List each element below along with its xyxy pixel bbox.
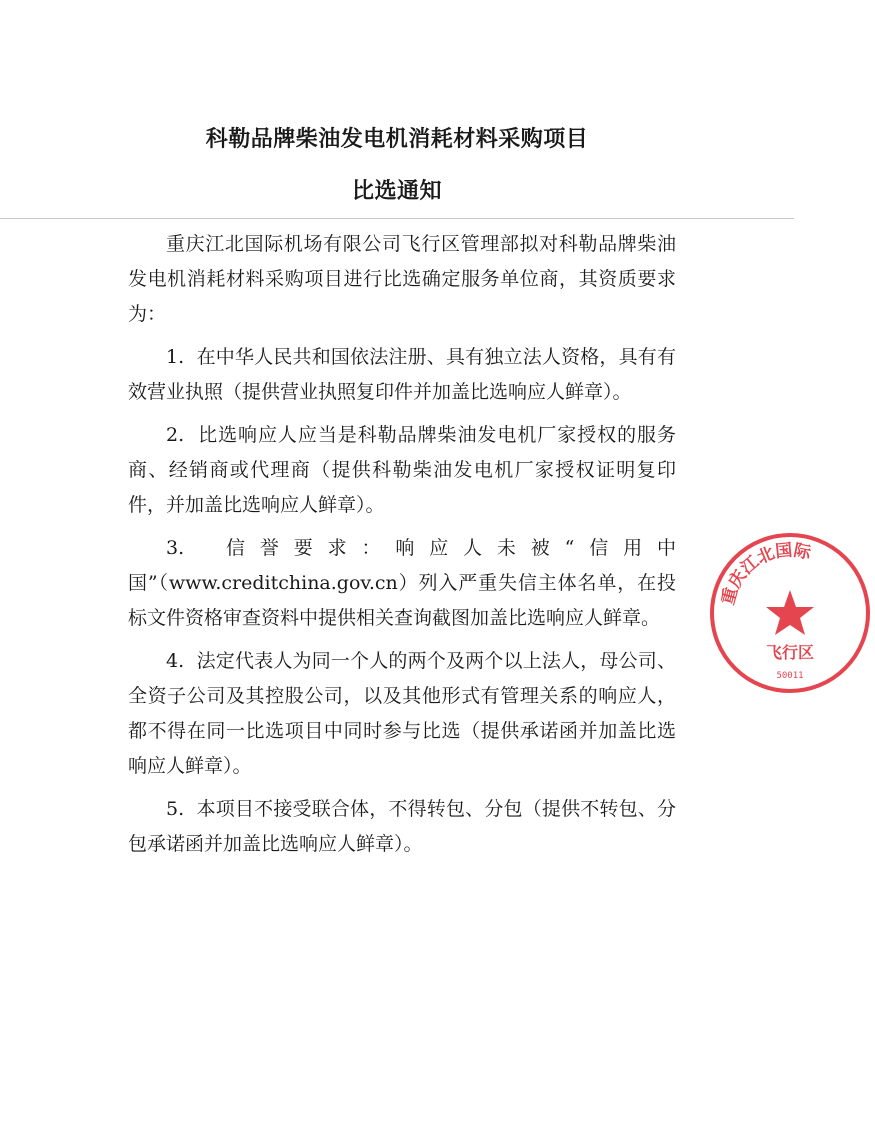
requirement-number: 1.	[166, 346, 185, 368]
requirement-text: 本项目不接受联合体，不得转包、分包（提供不转包、分包承诺函并加盖比选响应人鲜章）。	[128, 798, 676, 855]
svg-text:重庆江北国际	[717, 541, 813, 608]
requirement-item-1	[128, 340, 676, 410]
title-divider	[0, 218, 794, 219]
requirement-number: 5.	[166, 798, 185, 820]
requirement-item-5	[128, 792, 676, 862]
requirement-text: 信誉要求：响应人未被“信用中国”（www.creditchina.gov.cn）列入严重失信主体名单，在投标文件资格审查资料中提供相关查询截图加盖比选响应人鲜章。	[128, 537, 676, 629]
requirement-number: 4.	[166, 650, 185, 672]
requirement-number: 2.	[166, 424, 185, 446]
document-title: 科勒品牌柴油发电机消耗材料采购项目	[205, 127, 589, 152]
document-subtitle: 比选通知	[351, 179, 442, 204]
official-seal-stamp	[705, 528, 875, 698]
seal-text: 重庆江北国际	[718, 540, 813, 608]
seal-star-icon	[766, 590, 814, 635]
requirement-item-3	[128, 531, 676, 636]
requirement-text: 法定代表人为同一个人的两个及两个以上法人，母公司、全资子公司及其控股公司，以及其他形式有管理关系的响应人，都不得在同一比选项目中同时参与比选（提供承诺函并加盖比选响应人鲜章）。	[128, 650, 676, 777]
seal-number: 50011	[776, 671, 804, 681]
requirement-number: 3.	[166, 537, 185, 559]
requirement-item-4	[128, 644, 676, 784]
requirement-item-2	[128, 418, 676, 523]
intro-paragraph: 重庆江北国际机场有限公司飞行区管理部拟对科勒品牌柴油发电机消耗材料采购项目进行比选确定服务单位商，其资质要求为：	[128, 233, 676, 325]
requirement-text: 在中华人民共和国依法注册、具有独立法人资格，具有有效营业执照（提供营业执照复印件并加盖比选响应人鲜章）。	[128, 346, 676, 403]
seal-bottom-text: 飞行区	[765, 643, 815, 662]
requirement-text: 比选响应人应当是科勒品牌柴油发电机厂家授权的服务商、经销商或代理商（提供科勒柴油发电机厂家授权证明复印件，并加盖比选响应人鲜章）。	[128, 424, 676, 516]
document-body	[128, 227, 676, 870]
